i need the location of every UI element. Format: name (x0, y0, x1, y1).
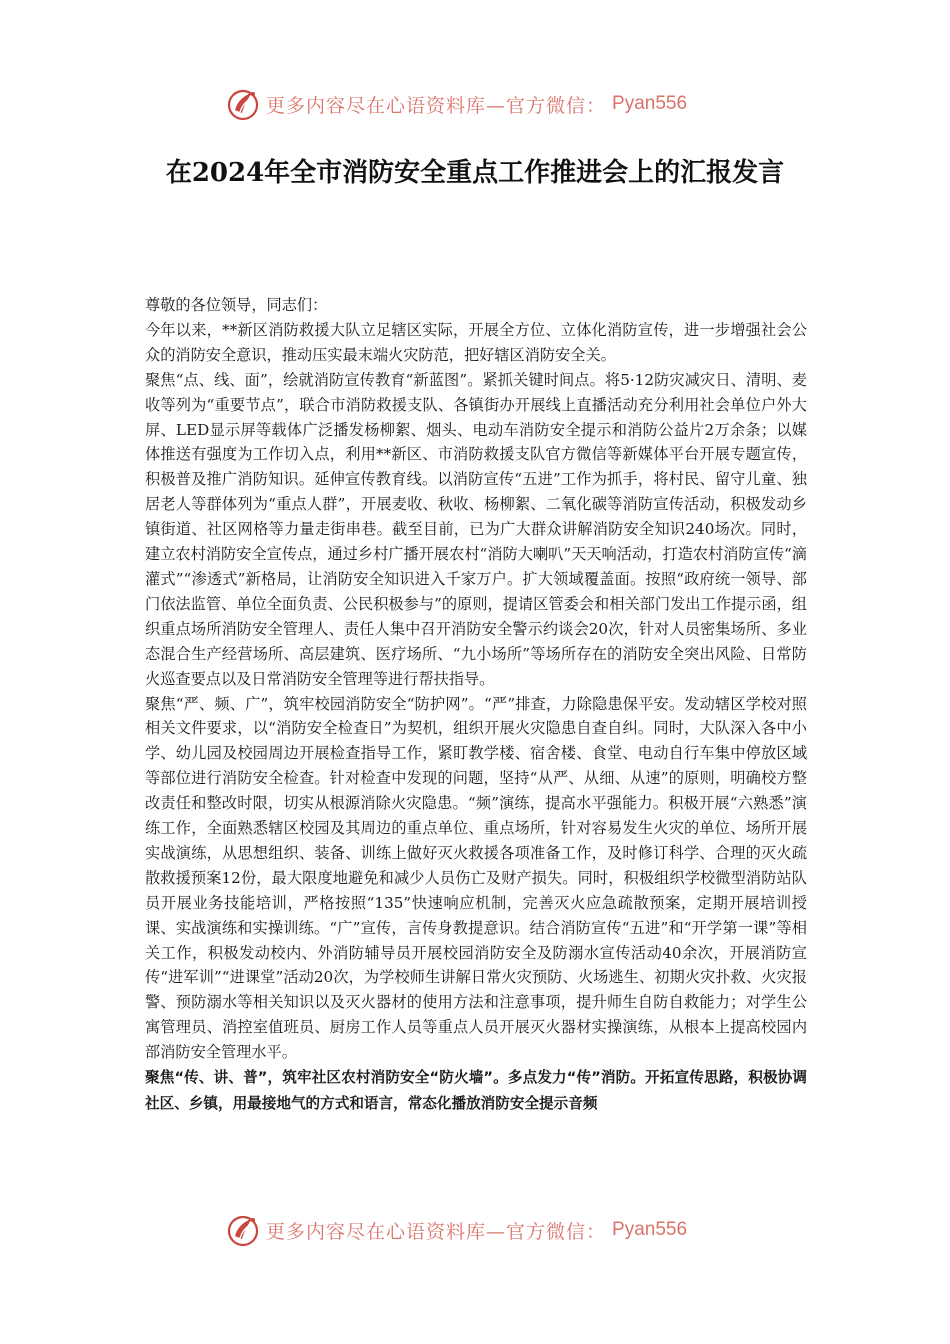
salutation: 尊敬的各位领导，同志们： (145, 296, 328, 314)
watermark-text: 更多内容尽在心语资料库—官方微信： (266, 1220, 607, 1243)
watermark-header (226, 86, 687, 122)
paragraph-bold: 聚焦“传、讲、普”，筑牢社区农村消防安全“防火墙”。多点发力“传”消防。开拓宣传思路，积极协调社区、乡镇，用最接地气的方式和语言，常态化播放消防安全提示音频 (145, 1069, 807, 1112)
paragraph: 聚焦“严、频、广”，筑牢校园消防安全“防护网”。“严”排查，力除隐患保平安。发动辖区学校对照相关文件要求，以“消防安全检查日”为契机，组织开展火灾隐患自查自纠。同时，大队深入各中小学、幼儿园及校园周边开展检查指导工作，紧盯教学楼、宿舍楼、食堂、电动自行车集中停放区域等部位进行消防安全检查。针对检查中发现的问题，坚持“从严、从细、从速”的原则，明确校方整改责任和整改时限，切实从根源消除火灾隐患。“频”演练，提高水平强能力。积极开展“六熟悉”演练工作，全面熟悉辖区校园及其周边的重点单位、重点场所，针对容易发生火灾的单位、场所开展实战演练，从思想组织、装备、训练上做好灭火救援各项准备工作，及时修订科学、合理的灭火疏散救援预案12份，最大限度地避免和减少人员伤亡及财产损失。同时，积极组织学校微型消防站队员开展业务技能培训，严格按照“135”快速响应机制，完善灭火应急疏散预案，定期开展培训授课、实战演练和实操训练。“广”宣传，言传身教提意识。结合消防宣传“五进”和“开学第一课”等相关工作，积极发动校内、外消防辅导员开展校园消防安全及防溺水宣传活动40余次，开展消防宣传“进军训”“进课堂”活动20次，为学校师生讲解日常火灾预防、火场逃生、初期火灾扑救、火灾报警、预防溺水等相关知识以及灭火器材的使用方法和注意事项，提升师生自防自救能力；对学生公寓管理员、消控室值班员、厨房工作人员等重点人员开展灭火器材实操演练，从根本上提高校园内部消防安全管理水平。 (145, 694, 807, 1062)
watermark-wechat-id: Pyan556 (612, 93, 688, 114)
paragraph: 聚焦“点、线、面”，绘就消防宣传教育“新蓝图”。紧抓关键时间点。将5·12防灾减灾日、清明、麦收等列为“重要节点”，联合市消防救援支队、各镇街办开展线上直播活动充分利用社会单位户外大屏、LED显示屏等载体广泛播发杨柳絮、烟头、电动车消防安全提示和消防公益片2万余条；以媒体推送有强度为工作切入点，利用**新区、市消防救援支队官方微信等新媒体平台开展专题宣传，积极普及推广消防知识。延伸宣传教育线。以消防宣传“五进”工作为抓手，将村民、留守儿童、独居老人等群体列为“重点人群”，开展麦收、秋收、杨柳絮、二氧化碳等消防宣传活动，积极发动乡镇街道、社区网格等力量走街串巷。截至目前，已为广大群众讲解消防安全知识240场次。同时，建立农村消防安全宣传点，通过乡村广播开展农村“消防大喇叭”天天响活动，打造农村消防宣传“滴灌式”“渗透式”新格局，让消防安全知识进入千家万户。扩大领域覆盖面。按照“政府统一领导、部门依法监管、单位全面负责、公民积极参与”的原则，提请区管委会和相关部门发出工作提示函，组织重点场所消防安全管理人、责任人集中召开消防安全警示约谈会20次，针对人员密集场所、多业态混合生产经营场所、高层建筑、医疗场所、“九小场所”等场所存在的消防安全突出风险、日常防火巡查要点以及日常消防安全管理等进行帮扶指导。 (145, 370, 807, 688)
fire-logo-icon (226, 1212, 262, 1248)
watermark-wechat-id: Pyan556 (612, 1219, 688, 1240)
watermark-footer (226, 1212, 687, 1248)
paragraph: 今年以来，**新区消防救援大队立足辖区实际，开展全方位、立体化消防宣传，进一步增强社会公众的消防安全意识，推动压实最末端火灾防范，把好辖区消防安全关。 (145, 320, 807, 364)
document-title: 在2024年全市消防安全重点工作推进会上的汇报发言 (165, 158, 785, 188)
watermark-text: 更多内容尽在心语资料库—官方微信： (266, 94, 607, 117)
document-body (145, 293, 807, 1116)
fire-logo-icon (226, 86, 262, 122)
